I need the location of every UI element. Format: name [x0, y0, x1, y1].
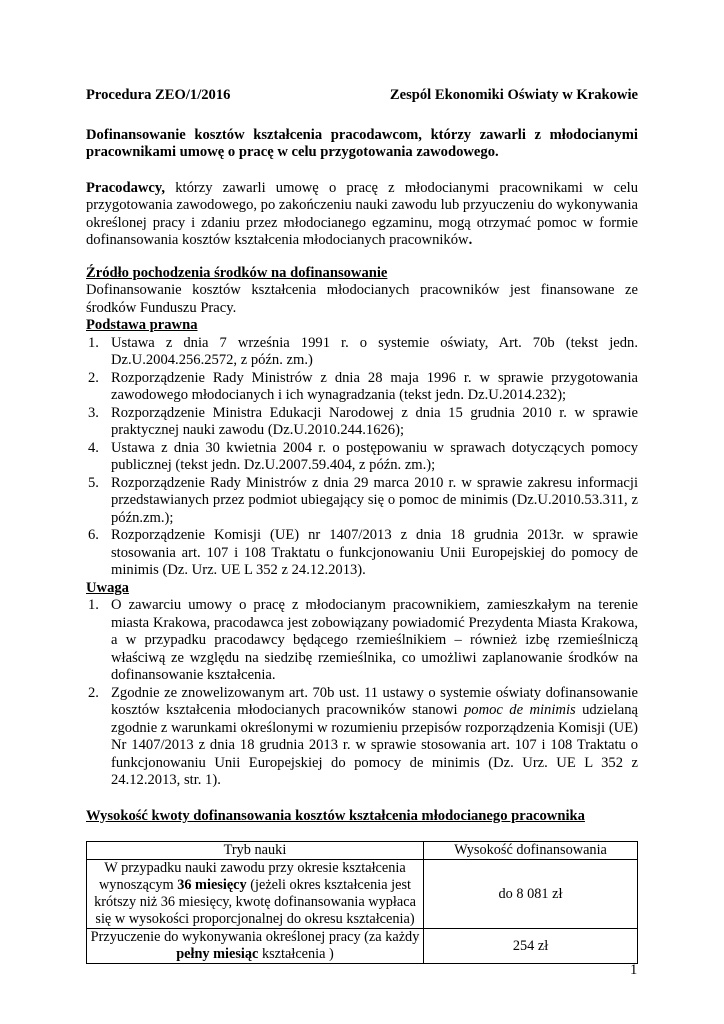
procedure-number: Procedura ZEO/1/2016: [86, 87, 231, 103]
table-cell: Przyuczenie do wykonywania określonej pracy (za każdy pełny miesiąc kształcenia ): [87, 929, 424, 964]
source-heading: Źródło pochodzenia środków na dofinansowanie: [86, 264, 388, 281]
table-cell: do 8 081 zł: [424, 860, 638, 929]
list-item: 2. Rozporządzenie Rady Ministrów z dnia 28 maja 1996 r. w sprawie przygotowania zawodowego młodocianych i ich wynagradzania (tekst jedn. Dz.U.2014.232);: [88, 369, 638, 403]
intro-end: .: [468, 232, 473, 248]
document-header: [86, 87, 638, 105]
table-cell: W przypadku nauki zawodu przy okresie kształcenia wynoszącym 36 miesięcy (jeżeli okres kształcenia jest krótszy niż 36 miesięcy, kwotę dofinansowania wypłaca się w wysokości proporcjonalnej do okresu kształcenia): [87, 860, 424, 929]
table-cell: 254 zł: [424, 929, 638, 964]
notes-list: [86, 597, 638, 790]
list-item: 6. Rozporządzenie Komisji (UE) nr 1407/2013 z dnia 18 grudnia 2013r. w sprawie stosowania art. 107 i 108 Traktatu o funkcjonowaniu Unii Europejskiej do pomocy de minimis (Dz. Urz. UE L 352 z 24.12.2013).: [88, 527, 638, 578]
list-item: 1. O zawarciu umowy o pracę z młodocianym pracownikiem, zamieszkałym na terenie miasta Krakowa, pracodawca jest zobowiązany powiadomić Prezydenta Miasta Krakowa, a w przypadku pracodawcy będącego rzemieślnikiem – również izbę rzemieślniczą właściwą ze względu na siedzibę rzemieślnika, co umożliwi zaplanowanie środków na dofinansowanie kształcenia.: [88, 597, 638, 683]
intro-paragraph: [86, 180, 638, 250]
notes-heading: Uwaga: [86, 579, 129, 596]
document-title: Dofinansowanie kosztów kształcenia pracodawcom, którzy zawarli z młodocianymi pracownikami umowę o pracę w celu przygotowania zawodowego.: [86, 126, 638, 160]
amounts-heading: Wysokość kwoty dofinansowania kosztów kształcenia młodocianego pracownika: [86, 807, 585, 824]
column-header: Wysokość dofinansowania: [424, 842, 638, 860]
amounts-table: [86, 841, 638, 964]
list-item: 4. Ustawa z dnia 30 kwietnia 2004 r. o postępowaniu w sprawach dotyczących pomocy publicznej (tekst jedn. Dz.U.2007.59.404, z późn. zm.);: [88, 439, 638, 473]
table-row: [87, 860, 638, 929]
legal-basis-list: [86, 335, 638, 580]
page-number: 1: [630, 962, 638, 978]
list-item: 5. Rozporządzenie Rady Ministrów z dnia 29 marca 2010 r. w sprawie zakresu informacji przedstawianych przez podmiot ubiegający się o pomoc de minimis (Dz.U.2010.53.311, z późn.zm.);: [88, 474, 638, 526]
intro-text: którzy zawarli umowę o pracę z młodocianymi pracownikami w celu przygotowania zawodowego, po zakończeniu nauki zawodu lub przyuczeniu do wykonywania określonej pracy i zdaniu przez młodocianego egzaminu, mogą otrzymać pomoc w formie dofinansowania kosztów kształcenia młodocianych pracowników: [86, 179, 638, 248]
intro-lead: Pracodawcy,: [86, 179, 166, 196]
table-header-row: [87, 842, 638, 860]
institution-name: Zespól Ekonomiki Oświaty w Krakowie: [389, 87, 638, 103]
list-item: 2. Zgodnie ze znowelizowanym art. 70b ust. 11 ustawy o systemie oświaty dofinansowanie kosztów kształcenia młodocianych pracowników stanowi pomoc de minimis udzielaną zgodnie z warunkami określonymi w rozumieniu przepisów rozporządzenia Komisji (UE) Nr 1407/2013 z dnia 18 grudnia 2013 r. w sprawie stosowania art. 107 i 108 Traktatu o funkcjonowaniu Unii Europejskiej do pomocy de minimis (Dz. Urz. UE L 352 z 24.12.2013, str. 1).: [88, 684, 638, 788]
list-item: 1. Ustawa z dnia 7 września 1991 r. o systemie oświaty, Art. 70b (tekst jedn. Dz.U.2004.256.2572, z późn. zm.): [88, 334, 638, 368]
list-item: 3. Rozporządzenie Ministra Edukacji Narodowej z dnia 15 grudnia 2010 r. w sprawie praktycznej nauki zawodu (Dz.U.2010.244.1626);: [88, 404, 638, 438]
de-minimis-term: pomoc de minimis: [463, 702, 576, 718]
source-text: Dofinansowanie kosztów kształcenia młodocianych pracowników jest finansowane ze środków Funduszu Pracy.: [86, 282, 638, 316]
document-page: [86, 87, 638, 964]
legal-basis-heading: Podstawa prawna: [86, 317, 198, 333]
table-row: [87, 929, 638, 964]
column-header: Tryb nauki: [87, 842, 424, 860]
